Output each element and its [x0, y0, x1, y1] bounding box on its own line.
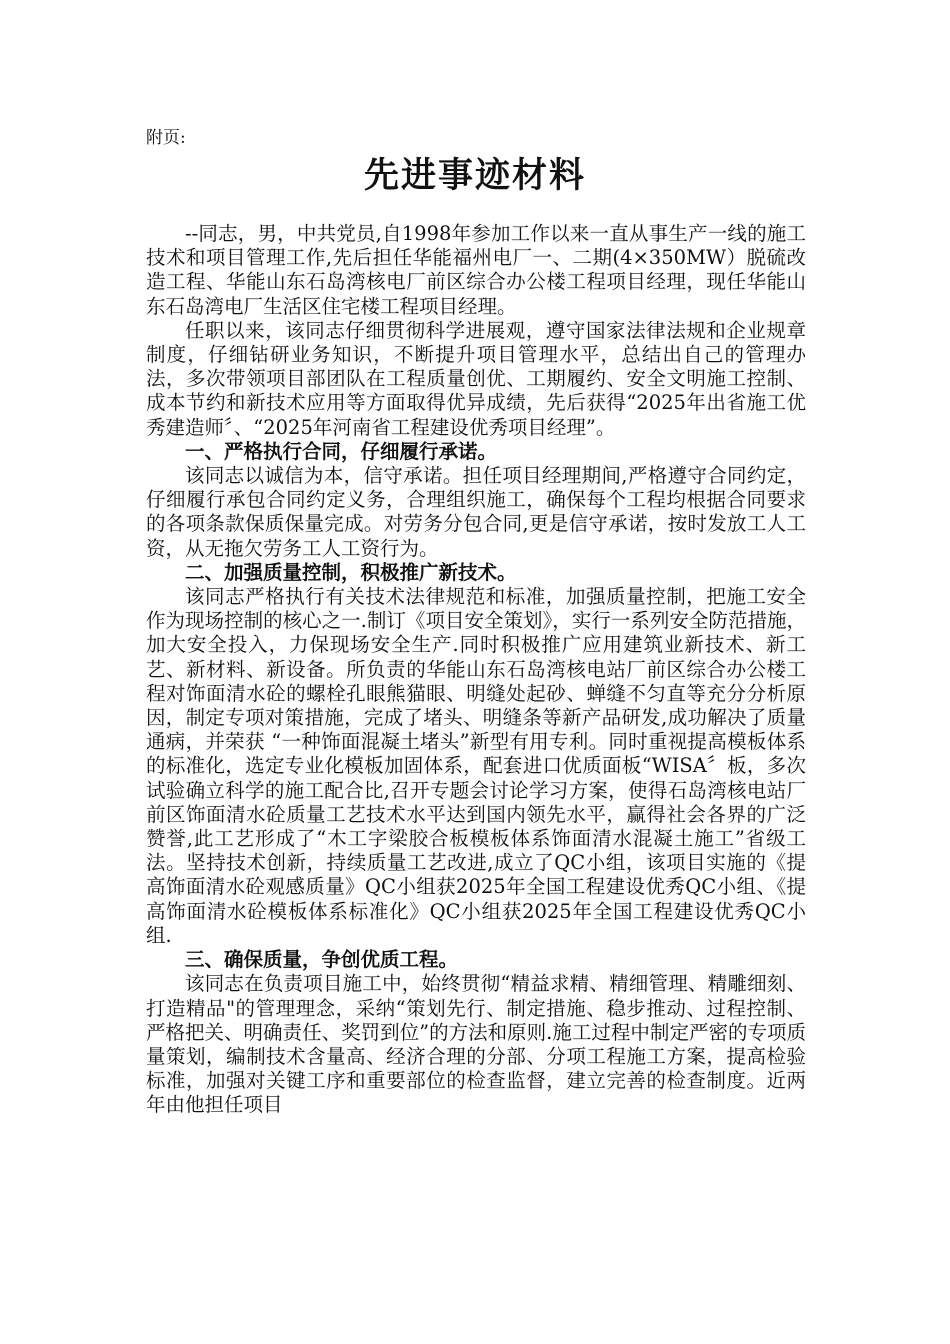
section-heading-quality-control: 二、加强质量控制，积极推广新技术。 [185, 560, 517, 584]
document-title: 先进事迹材料 [363, 155, 586, 196]
section-text-contract: 该同志以诚信为本，信守承诺。担任项目经理期间,严格遵守合同约定，仔细履行承包合同约定义务，合理组织施工，确保每个工程均根据合同要求的各项条款保质保量完成。对劳务分包合同,更是信守承诺，按时发放工人工资，从无拖欠劳务工人工资行为。 [146, 464, 806, 560]
intro-paragraph: --同志，男，中共党员,自1998年参加工作以来一直从事生产一线的施工技术和项目管理工作,先后担任华能福州电厂一、二期(4×350MW）脱硫改造工程、华能山东石岛湾核电厂前区综合办公楼工程项目经理，现任华能山东石岛湾电厂生活区住宅楼工程项目经理。 [146, 222, 806, 318]
section-text-quality-project: 该同志在负责项目施工中，始终贯彻“精益求精、精细管理、精雕细刻、打造精品"的管理理念，采纳“策划先行、制定措施、稳步推动、过程控制、严格把关、明确责任、奖罚到位”的方法和原则.施工过程中制定严密的专项质量策划，编制技术含量高、经济合理的分部、分项工程施工方案，提高检验标准，加强对关键工序和重要部位的检查监督，建立完善的检查制度。近两年由他担任项目 [146, 972, 806, 1117]
achievements-paragraph: 任职以来，该同志仔细贯彻科学进展观，遵守国家法律法规和企业规章制度，仔细钻研业务知识，不断提升项目管理水平，总结出自己的管理办法，多次带领项目部团队在工程质量创优、工期履约、安全文明施工控制、成本节约和新技术应用等方面取得优异成绩，先后获得“2025年出省施工优秀建造师〞、“2025年河南省工程建设优秀项目经理”。 [146, 318, 806, 439]
section-heading-contract: 一、严格执行合同，仔细履行承诺。 [185, 439, 498, 463]
document-body [146, 222, 806, 1118]
section-text-quality-control: 该同志严格执行有关技术法律规范和标准，加强质量控制，把施工安全作为现场控制的核心之一.制订《项目安全策划》，实行一系列安全防范措施，加大安全投入，力保现场安全生产.同时积极推广应用建筑业新技术、新工艺、新材料、新设备。所负责的华能山东石岛湾核电站厂前区综合办公楼工程对饰面清水砼的螺栓孔眼熊猫眼、明缝处起砂、蝉缝不匀直等充分分析原因，制定专项对策措施，完成了堵头、明缝条等新产品研发,成功解决了质量通病，并荣获 “一种饰面混凝土堵头”新型有用专利。同时重视提高模板体系的标准化，选定专业化模板加固体系，配套进口优质面板“WISA〞板，多次试验确立科学的施工配合比,召开专题会讨论学习方案，使得石岛湾核电站厂前区饰面清水砼质量工艺技术水平达到国内领先水平，赢得社会各界的广泛赞誉,此工艺形成了“木工字梁胶合板模板体系饰面清水混凝土施工”省级工法。坚持技术创新，持续质量工艺改进,成立了QC小组，该项目实施的《提高饰面清水砼观感质量》QC小组获2025年全国工程建设优秀QC小组、《提高饰面清水砼模板体系标准化》QC小组获2025年全国工程建设优秀QC小组. [146, 585, 806, 947]
appendix-label: 附页: [146, 128, 186, 148]
section-heading-quality-project: 三、确保质量，争创优质工程。 [185, 948, 459, 972]
